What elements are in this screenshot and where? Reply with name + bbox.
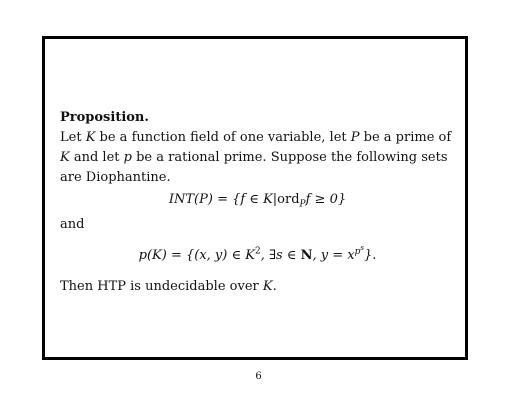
math-exponent: 2: [254, 246, 261, 257]
math-ord: ord: [277, 192, 300, 207]
text-run: Let: [60, 130, 86, 145]
math-subscript: P: [299, 199, 306, 210]
slide-frame: [42, 36, 468, 360]
math-exists: , ∃s ∈: [260, 248, 301, 263]
math-power: [354, 243, 364, 257]
proposition-heading: Proposition.: [60, 110, 149, 125]
text-run: .: [272, 279, 277, 294]
connector-and: and: [60, 217, 85, 232]
math-K: K: [262, 279, 273, 294]
math-pk-lhs: p(K) = {(x, y) ∈ K: [138, 248, 255, 263]
math-set-close: }.: [363, 248, 377, 263]
text-run: Then HTP is undecidable over: [60, 279, 263, 294]
equation-pk: [60, 243, 455, 266]
math-set-open: = {f ∈ K|: [212, 192, 278, 207]
text-run: and let: [69, 150, 124, 165]
math-naturals: N: [300, 248, 313, 263]
text-run: be a prime of: [359, 130, 452, 145]
math-K: K: [85, 130, 96, 145]
math-exp-p: p: [354, 246, 361, 257]
equation-int: [60, 190, 455, 210]
conclusion: [60, 277, 455, 297]
text-run: be a function field of one variable, let: [95, 130, 351, 145]
math-exp-s: s: [360, 243, 364, 252]
math-p: p: [123, 150, 132, 165]
math-lhs: INT(P): [168, 192, 213, 207]
math-K: K: [60, 150, 70, 165]
text-run: be a rational prime. Suppose the following sets are Diophantine.: [60, 150, 448, 185]
page-number: 6: [255, 371, 262, 382]
math-y-equals: , y = x: [312, 248, 355, 263]
proposition-statement: [60, 128, 455, 188]
math-P: P: [350, 130, 360, 145]
math-set-close: f ≥ 0}: [305, 192, 347, 207]
proposition-block: [60, 108, 455, 297]
